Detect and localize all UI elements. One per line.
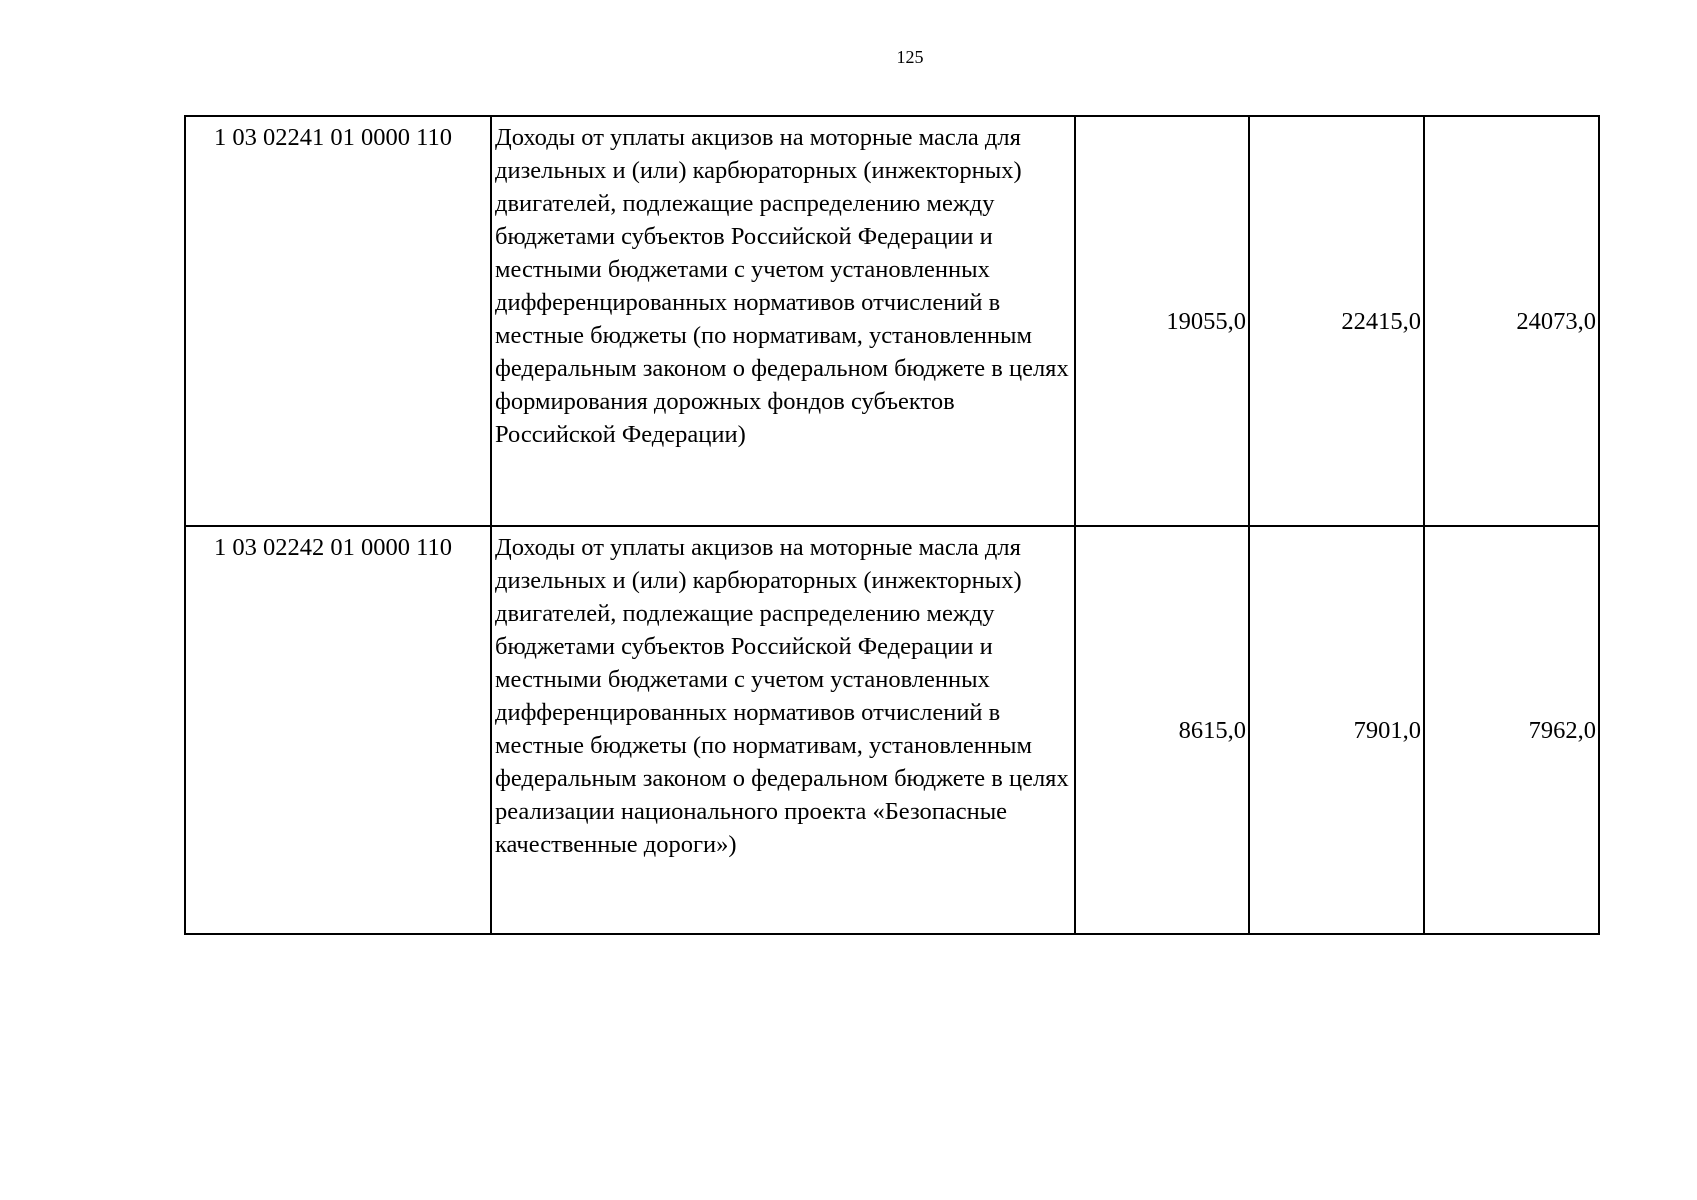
amount-value: 24073,0 <box>1516 307 1596 335</box>
table-row <box>185 116 1599 526</box>
budget-classification-code: 1 03 02242 01 0000 110 <box>185 526 491 934</box>
amount-value: 8615,0 <box>1178 716 1246 744</box>
amount-year-1 <box>1075 526 1249 934</box>
amount-value: 7962,0 <box>1528 716 1596 744</box>
revenue-table <box>184 115 1600 935</box>
budget-classification-code: 1 03 02241 01 0000 110 <box>185 116 491 526</box>
revenue-description: Доходы от уплаты акцизов на моторные масла для дизельных и (или) карбюраторных (инжекторных) двигателей, подлежащие распределению между бюджетами субъектов Российской Федерации и местными бюджетами с учетом установленных дифференцированных нормативов отчислений в местные бюджеты (по нормативам, установленным федеральным законом о федеральном бюджете в целях формирования дорожных фондов субъектов Российской Федерации) <box>491 116 1075 526</box>
revenue-description: Доходы от уплаты акцизов на моторные масла для дизельных и (или) карбюраторных (инжекторных) двигателей, подлежащие распределению между бюджетами субъектов Российской Федерации и местными бюджетами с учетом установленных дифференцированных нормативов отчислений в местные бюджеты (по нормативам, установленным федеральным законом о федеральном бюджете в целях реализации национального проекта «Безопасные качественные дороги») <box>491 526 1075 934</box>
amount-year-2 <box>1249 526 1424 934</box>
amount-value: 19055,0 <box>1166 307 1246 335</box>
table-row <box>185 526 1599 934</box>
amount-year-3 <box>1424 116 1599 526</box>
amount-year-1 <box>1075 116 1249 526</box>
amount-year-2 <box>1249 116 1424 526</box>
amount-value: 7901,0 <box>1353 716 1421 744</box>
page-number: 125 <box>896 47 924 67</box>
amount-year-3 <box>1424 526 1599 934</box>
amount-value: 22415,0 <box>1341 307 1421 335</box>
